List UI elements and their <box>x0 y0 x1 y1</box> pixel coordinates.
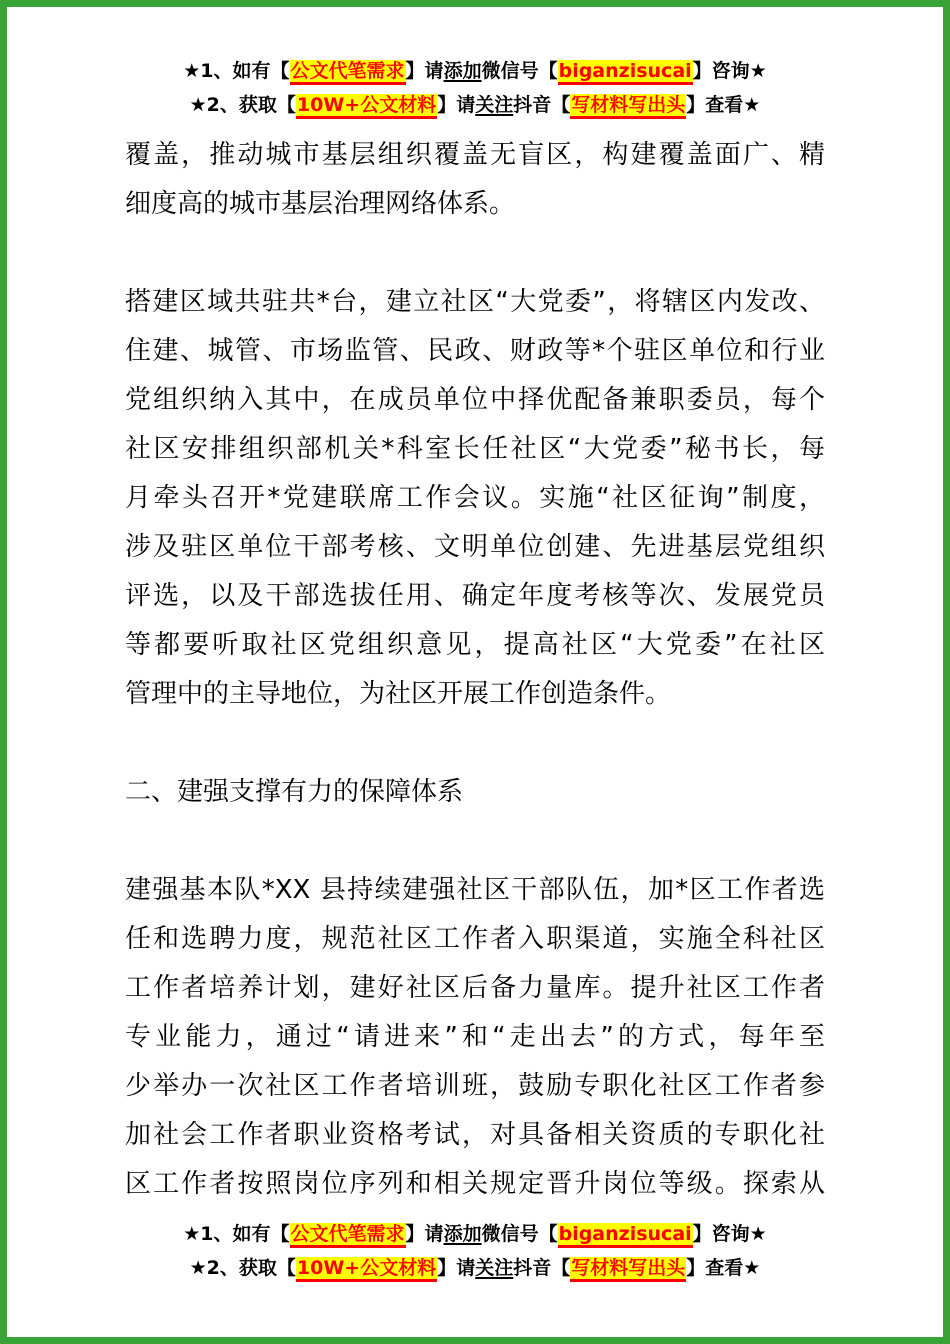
promo-underline-follow: 关注 <box>475 1257 514 1279</box>
promo-text: 】咨询★ <box>692 60 767 82</box>
body-line: 专业能力，通过“请进来”和“走出去”的方式，每年至 <box>125 1022 825 1052</box>
body-line: 搭建区域共驻共*台，建立社区“大党委”，将辖区内发改、 <box>125 287 825 317</box>
promo-text: ★2、获取【 <box>189 94 296 116</box>
promo-underline-follow: 关注 <box>475 94 514 116</box>
paragraph-1 <box>125 131 825 229</box>
section-heading-2: 二、建强支撑有力的保障体系 <box>125 777 464 807</box>
body-line: 月牵头召开*党建联席工作会议。实施“社区征询”制度， <box>125 483 825 513</box>
promo-text: 微信号【 <box>481 1223 558 1245</box>
body-line: 社区安排组织部机关*科室长任社区“大党委”秘书长，每 <box>125 434 825 464</box>
promo-text: 】查看★ <box>686 1257 761 1279</box>
body-line: 区工作者按照岗位序列和相关规定晋升岗位等级。探索从 <box>125 1169 825 1199</box>
promo-footer-line-2 <box>7 1251 943 1285</box>
promo-text: 微信号【 <box>481 60 558 82</box>
body-line: 等都要听取社区党组织意见，提高社区“大党委”在社区 <box>125 630 825 660</box>
promo-text: 抖音【 <box>513 94 571 116</box>
promo-text: 】请 <box>405 60 444 82</box>
promo-footer <box>7 1217 943 1285</box>
document-body <box>125 131 825 1209</box>
body-line: 任和选聘力度，规范社区工作者入职渠道，实施全科社区 <box>125 924 825 954</box>
body-line: 工作者培养计划，建好社区后备力量库。提升社区工作者 <box>125 973 825 1003</box>
body-line: 细度高的城市基层治理网络体系。 <box>125 189 516 219</box>
promo-highlight-service: 公文代笔需求 <box>290 60 406 85</box>
promo-text: ★1、如有【 <box>183 60 290 82</box>
body-line: 加社会工作者职业资格考试，对具备相关资质的专职化社 <box>125 1120 825 1150</box>
promo-highlight-materials: 10W+公文材料 <box>296 1257 437 1282</box>
promo-text: 】查看★ <box>686 94 761 116</box>
promo-footer-line-1 <box>7 1217 943 1251</box>
promo-text: 】请 <box>437 1257 476 1279</box>
promo-text: 】请 <box>405 1223 444 1245</box>
body-line: 党组织纳入其中，在成员单位中择优配备兼职委员，每个 <box>125 385 825 415</box>
body-line: 涉及驻区单位干部考核、文明单位创建、先进基层党组织 <box>125 532 825 562</box>
promo-text: 】咨询★ <box>692 1223 767 1245</box>
promo-text: 】请 <box>437 94 476 116</box>
body-line: 评选，以及干部选拔任用、确定年度考核等次、发展党员 <box>125 581 825 611</box>
body-line: 住建、城管、市场监管、民政、财政等*个驻区单位和行业 <box>125 336 825 366</box>
promo-text: 抖音【 <box>513 1257 571 1279</box>
promo-highlight-douyin-id: 写材料写出头 <box>570 1257 686 1282</box>
promo-highlight-douyin-id: 写材料写出头 <box>570 94 686 119</box>
promo-highlight-materials: 10W+公文材料 <box>296 94 437 119</box>
body-line: 覆盖，推动城市基层组织覆盖无盲区，构建覆盖面广、精 <box>125 140 825 170</box>
promo-underline-add: 添加 <box>443 60 482 82</box>
promo-highlight-service: 公文代笔需求 <box>290 1223 406 1248</box>
body-line: 管理中的主导地位，为社区开展工作创造条件。 <box>125 679 672 709</box>
promo-header <box>7 7 943 122</box>
promo-text: ★1、如有【 <box>183 1223 290 1245</box>
body-line: 建强基本队*XX 县持续建强社区干部队伍，加*区工作者选 <box>125 875 825 905</box>
promo-highlight-wechat-id: biganzisucai <box>558 60 693 85</box>
paragraph-2 <box>125 278 825 719</box>
promo-underline-add: 添加 <box>443 1223 482 1245</box>
promo-highlight-wechat-id: biganzisucai <box>558 1223 693 1248</box>
paragraph-3 <box>125 866 825 1209</box>
promo-header-line-1 <box>7 54 943 88</box>
promo-header-line-2 <box>7 88 943 122</box>
body-line: 少举办一次社区工作者培训班，鼓励专职化社区工作者参 <box>125 1071 825 1101</box>
promo-text: ★2、获取【 <box>189 1257 296 1279</box>
